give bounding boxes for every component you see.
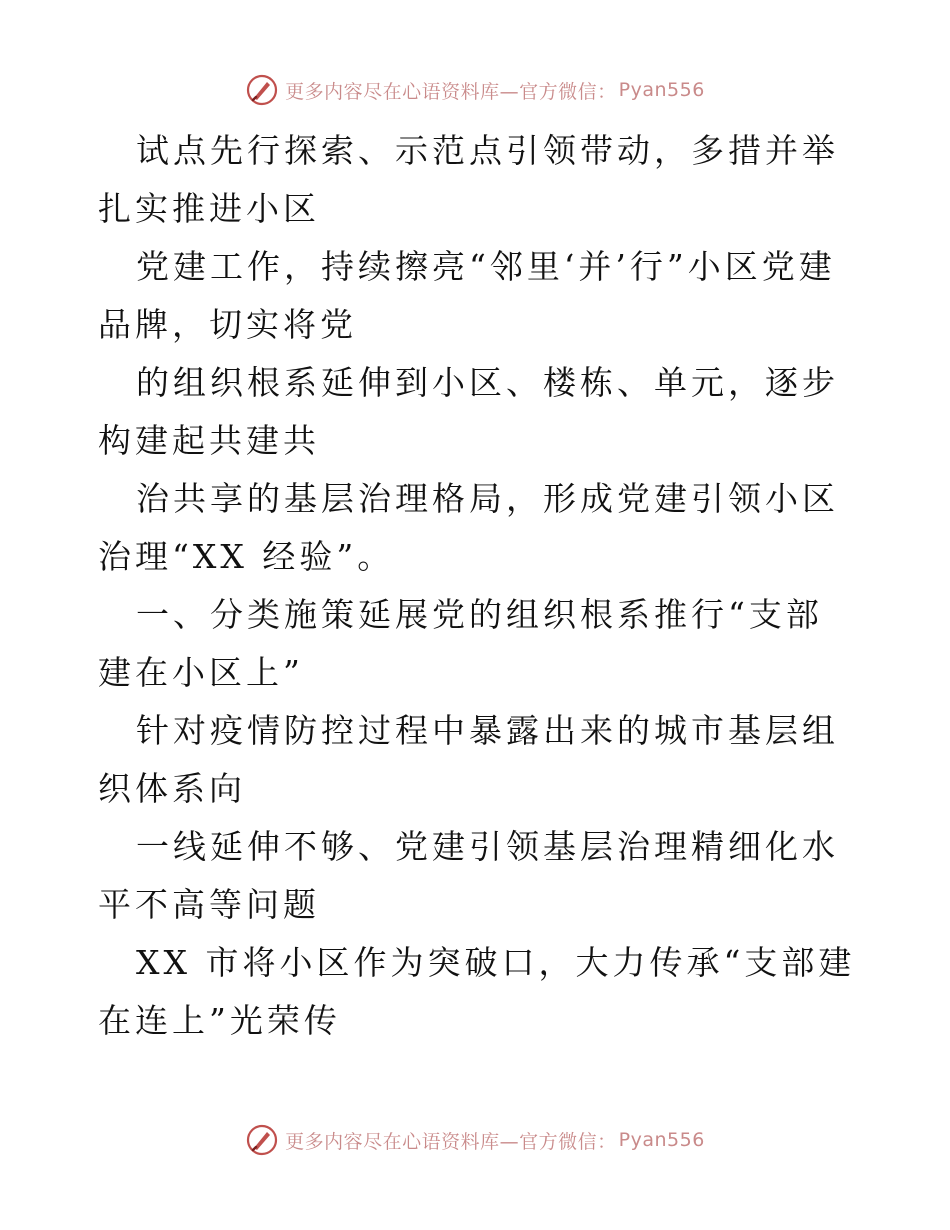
paragraph: 一线延伸不够、党建引领基层治理精细化水平不高等问题 bbox=[98, 827, 839, 924]
paragraph: 的组织根系延伸到小区、楼栋、单元，逐步构建起共建共 bbox=[98, 363, 839, 460]
header-watermark bbox=[0, 70, 950, 110]
paragraph: 党建工作，持续擦亮“邻里‘并’行”小区党建品牌，切实将党 bbox=[98, 247, 836, 344]
quill-logo-icon bbox=[245, 1123, 279, 1157]
paragraph: XX 市将小区作为突破口，大力传承“支部建在连上”光荣传 bbox=[98, 943, 856, 1040]
watermark-wechat-id: Pyan556 bbox=[618, 1129, 705, 1151]
watermark-text: 更多内容尽在心语资料库—官方微信： bbox=[285, 80, 617, 103]
document-body bbox=[98, 122, 858, 1050]
paragraph: 试点先行探索、示范点引领带动，多措并举扎实推进小区 bbox=[98, 131, 839, 228]
paragraph: 治共享的基层治理格局，形成党建引领小区治理“XX 经验”。 bbox=[98, 479, 839, 576]
watermark-wechat-id: Pyan556 bbox=[618, 79, 705, 101]
watermark-text: 更多内容尽在心语资料库—官方微信： bbox=[285, 1130, 617, 1153]
quill-logo-icon bbox=[245, 73, 279, 107]
section-heading: 一、分类施策延展党的组织根系推行“支部建在小区上” bbox=[98, 595, 823, 692]
footer-watermark bbox=[0, 1120, 950, 1160]
paragraph: 针对疫情防控过程中暴露出来的城市基层组织体系向 bbox=[98, 711, 839, 808]
